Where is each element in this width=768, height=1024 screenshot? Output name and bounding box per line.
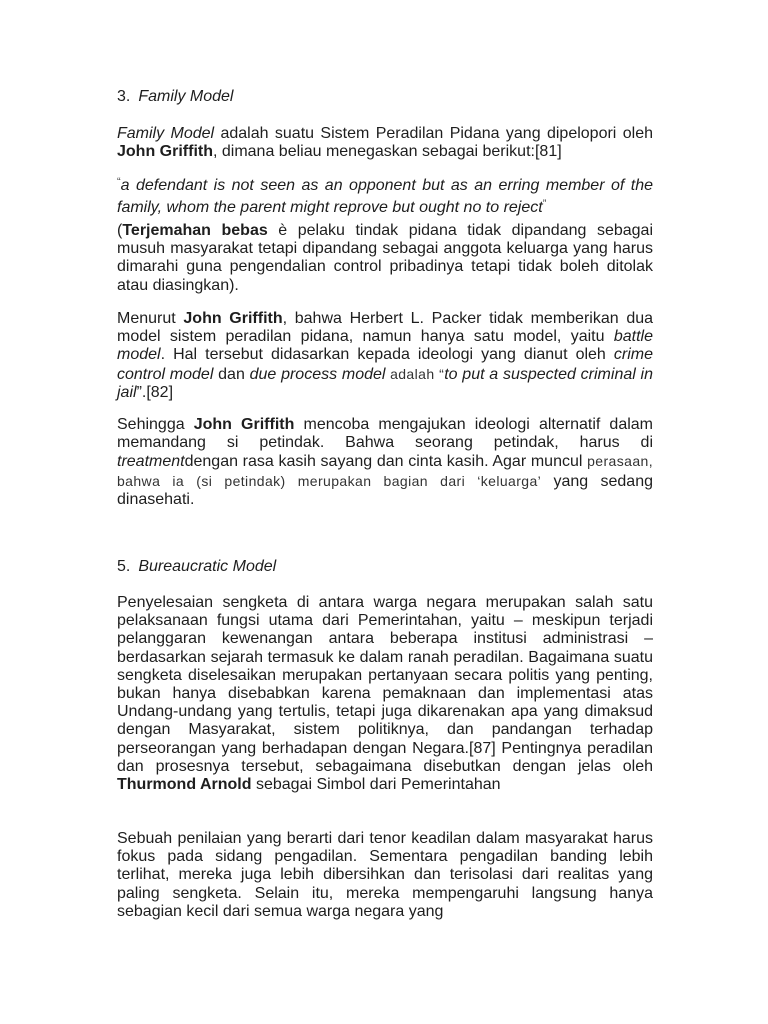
- text-run: dengan rasa kasih sayang dan cinta kasih. Agar muncul: [184, 453, 588, 471]
- name-john-griffith: John Griffith: [183, 310, 283, 327]
- open-quote-mark: “: [117, 176, 121, 188]
- text-run: Sebuah penilaian yang berarti dari tenor keadilan dalam masyarakat harus fokus pada sidang pengadilan. Sementara pengadilan banding lebih terlihat, mereka juga lebih dibersihkan dan terisolasi dari realitas yang paling sengketa. Selain itu, mereka mempengaruhi langsung hanya sebagian kecil dari semua warga negara yang: [117, 830, 653, 920]
- reference-82: ”.[82]: [136, 383, 174, 401]
- name-john-griffith: John Griffith: [117, 143, 213, 161]
- text-run: , dimana beliau menegaskan sebagai berikut:[81]: [212, 143, 562, 161]
- term-crime-control-model: crime control model: [117, 346, 653, 383]
- griffith-quote-paragraph: [117, 173, 653, 217]
- close-quote-mark: ”: [542, 198, 547, 211]
- griffith-alternative-paragraph: [117, 416, 653, 509]
- section-3-number: 3.: [117, 88, 131, 105]
- section-3-heading: [117, 87, 233, 106]
- quote-text: a defendant is not seen as an opponent but as an erring member of the family, whom the parent might reprove but ought no to reject: [117, 177, 653, 217]
- section-5-number: 5.: [117, 558, 131, 575]
- text-run: sebagai Simbol dari Pemerintahan: [251, 776, 501, 794]
- translation-paragraph: [117, 222, 653, 295]
- text-run: , bahwa Herbert L. Packer tidak memberikan dua model sistem peradilan pidana, namun hanya satu model, yaitu: [117, 310, 654, 346]
- text-run-small: perasaan, bahwa ia (si petindak) merupakan bagian dari ‘keluarga’: [117, 453, 653, 489]
- section-3-title: Family Model: [138, 88, 234, 105]
- text-run: dan: [213, 365, 250, 383]
- text-run: adalah “: [385, 365, 445, 382]
- tenor-of-justice-paragraph: [117, 830, 653, 921]
- name-thurmond-arnold: Thurmond Arnold: [117, 776, 252, 794]
- quoted-phrase: to put a suspected criminal in jail: [117, 365, 654, 401]
- bureaucratic-model-paragraph: [117, 594, 653, 794]
- translation-text: è pelaku tindak pidana tidak dipandang sebagai musuh masyarakat tetapi dipandang sebagai anggota keluarga yang harus dimarahi guna pengendalian control pribadinya tetapi tidak boleh ditolak atau diasingkan).: [117, 222, 653, 294]
- text-run: . Hal tersebut didasarkan kepada ideologi yang dianut oleh: [160, 346, 614, 364]
- text-run: yang sedang dinasehati.: [117, 472, 653, 508]
- text-run: (: [117, 222, 123, 239]
- translation-label: Terjemahan bebas: [122, 222, 268, 239]
- text-run: adalah suatu Sistem Peradilan Pidana yang dipelopori oleh: [214, 125, 653, 142]
- family-model-intro-paragraph: [117, 125, 653, 161]
- section-5-heading: [117, 557, 276, 576]
- text-run: mencoba mengajukan ideologi alternatif dalam memandang si petindak. Bahwa seorang petindak, harus di: [117, 416, 654, 452]
- text-run: Sehingga: [117, 416, 194, 433]
- text-run: Penyelesaian sengketa di antara warga negara merupakan salah satu pelaksanaan fungsi utama dari Pemerintahan, yaitu – meskipun terjadi pelanggaran kewenangan antara beberapa institusi administrasi – berdasarkan sejarah termasuk ke dalam ranah peradilan. Bagaimana suatu sengketa diselesaikan merupakan pertanyaan secara politis yang penting, bukan hanya disebabkan karena pemaknaan dan implementasi atas Undang-undang yang tertulis, tetapi juga dikarenakan apa yang dimaksud dengan Masyarakat, sistem politiknya, dan pandangan terhadap perseorangan yang berhadapan dengan Negara.[87] Pentingnya peradilan dan prosesnya tersebut, sebagaimana disebutkan dengan jelas oleh: [117, 594, 653, 775]
- term-family-model: Family Model: [117, 125, 215, 142]
- text-run: Menurut: [117, 310, 184, 327]
- name-john-griffith: John Griffith: [193, 416, 295, 433]
- term-treatment: treatment: [117, 453, 185, 471]
- term-due-process-model: due process model: [249, 365, 386, 383]
- griffith-packer-paragraph: [117, 310, 653, 402]
- section-5-title: Bureaucratic Model: [138, 558, 277, 575]
- term-battle-model: battle model: [117, 328, 653, 364]
